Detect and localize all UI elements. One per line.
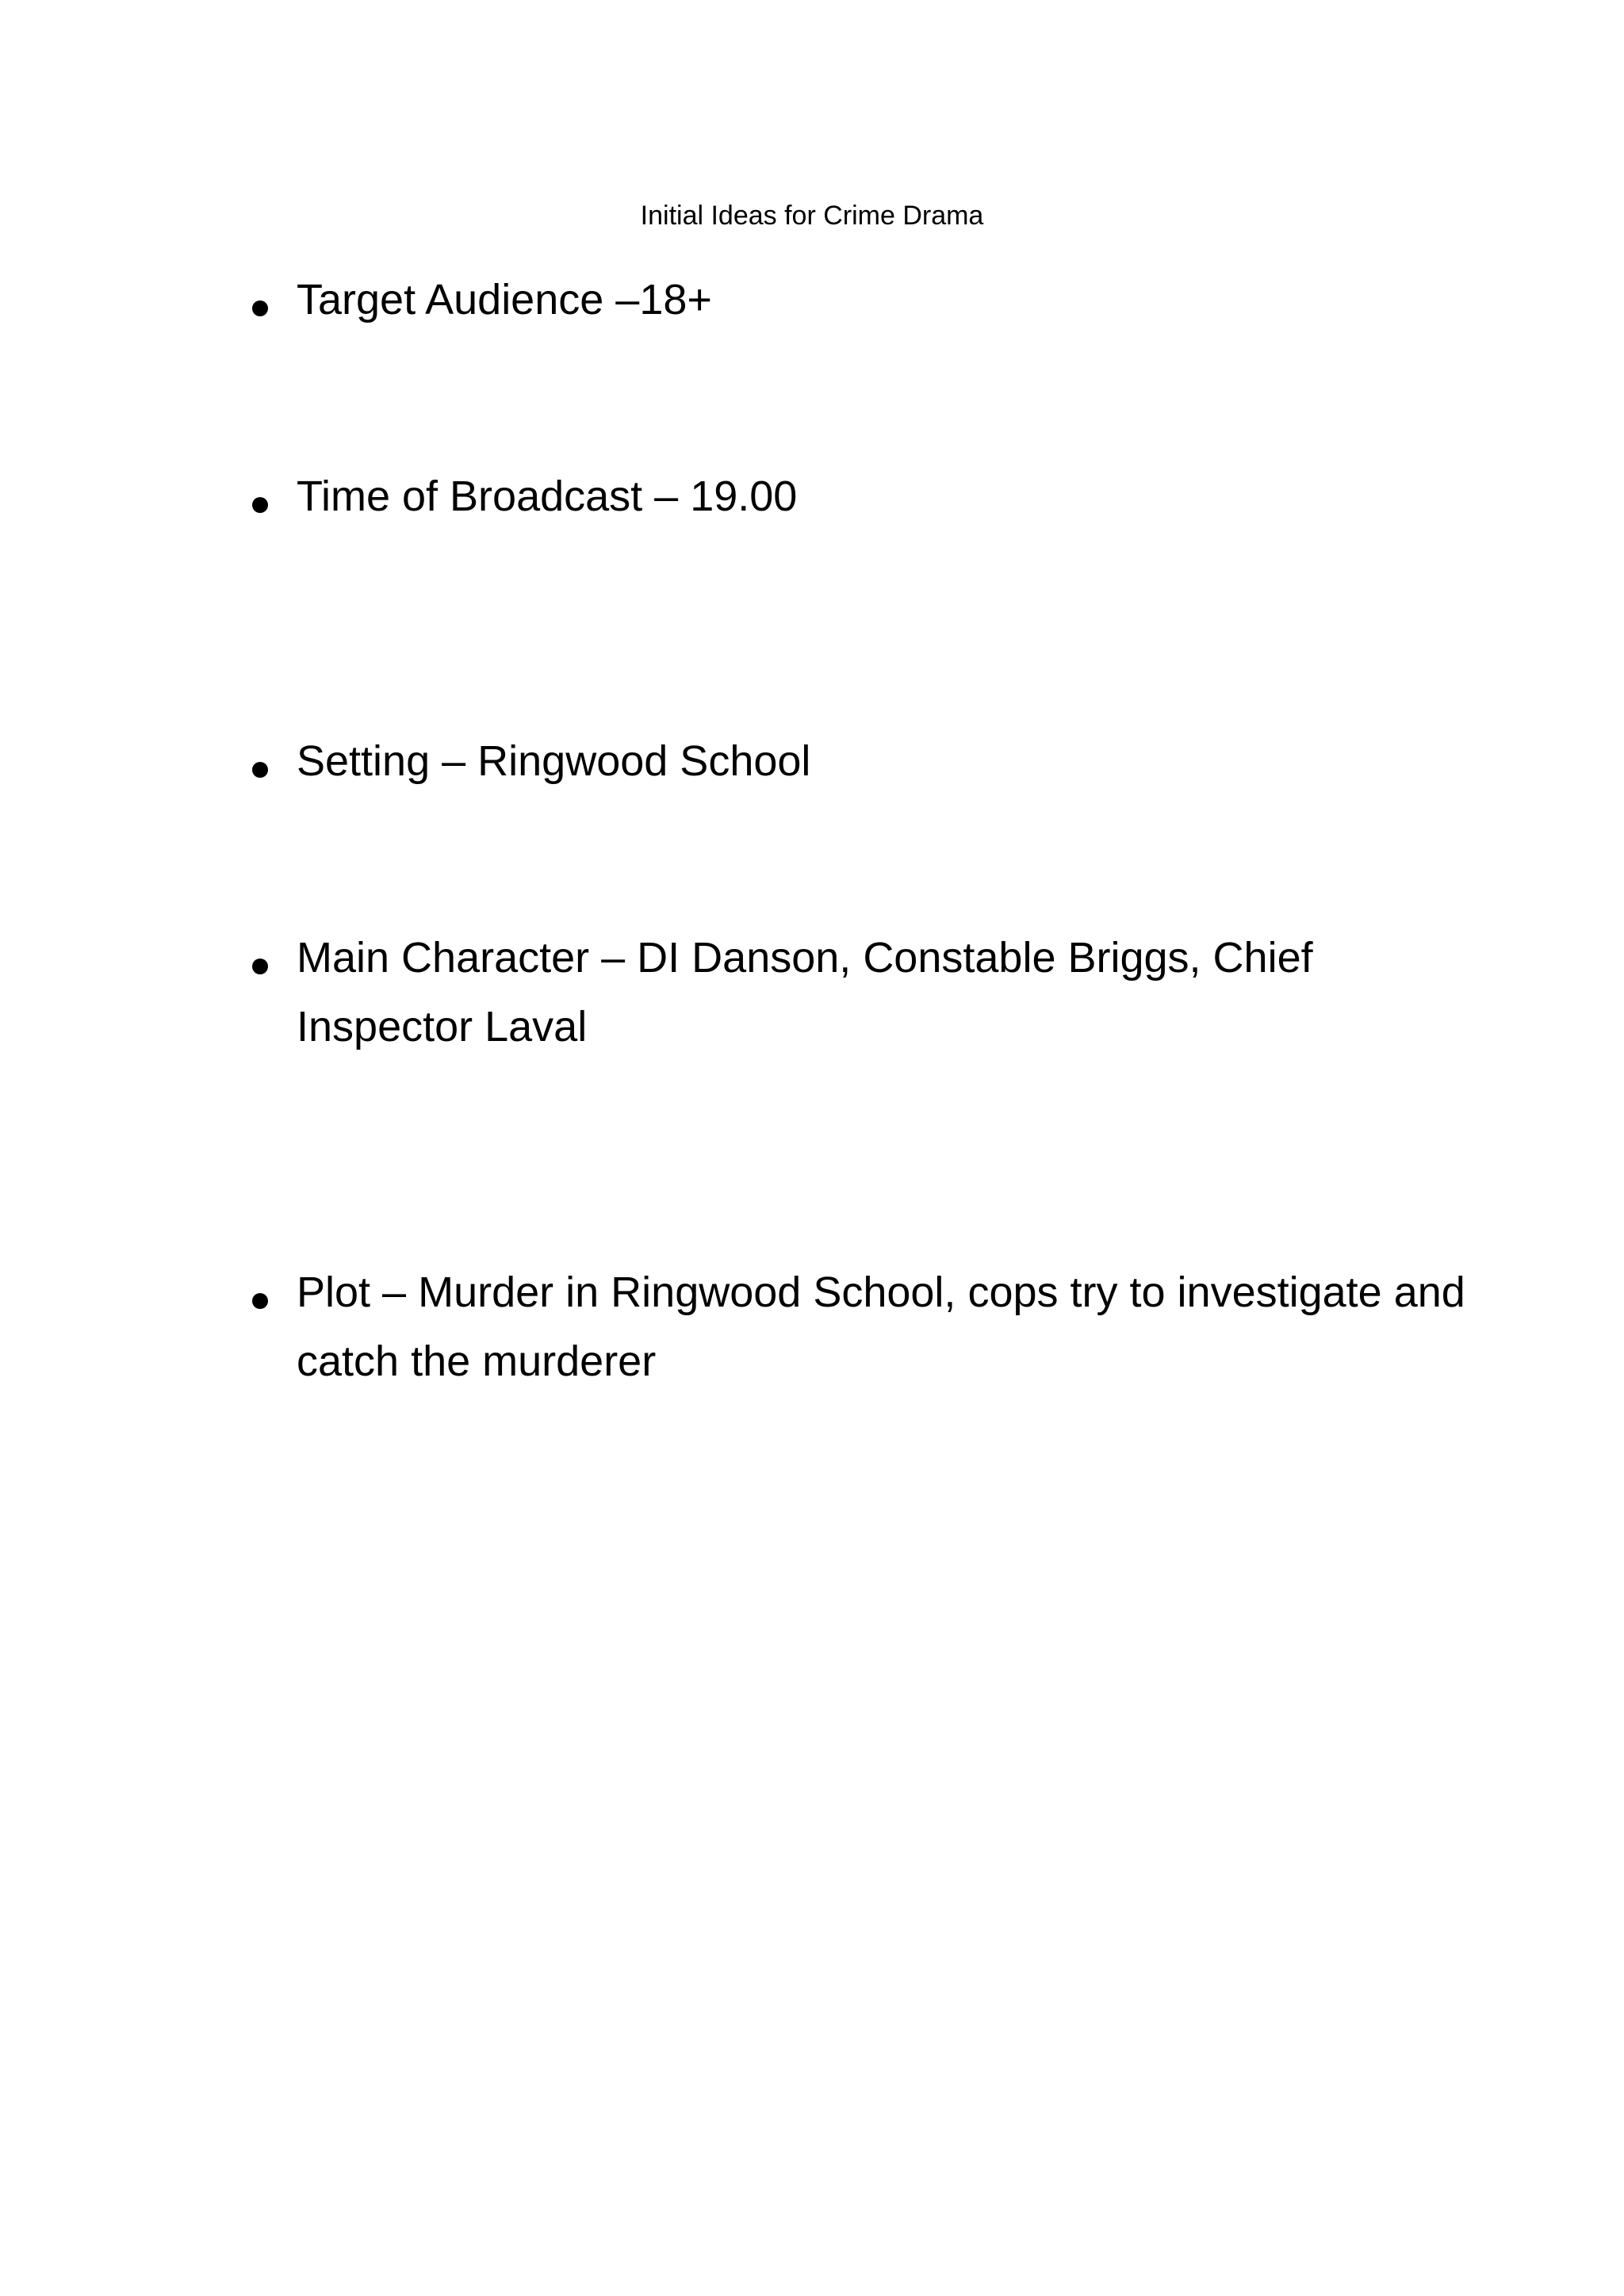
bullet-text: Setting – Ringwood School (297, 737, 811, 785)
bullet-icon (252, 1293, 268, 1309)
bullet-icon (252, 300, 268, 316)
bullet-icon (252, 959, 268, 974)
bullet-text: Target Audience –18+ (297, 276, 712, 323)
bullet-text: Main Character – DI Danson, Constable Briggs, Chief Inspector Laval (297, 934, 1313, 1050)
bullet-icon (252, 762, 268, 778)
bullet-text: Plot – Murder in Ringwood School, cops try to investigate and catch the murderer (297, 1269, 1465, 1385)
bullet-text: Time of Broadcast – 19.00 (297, 473, 798, 520)
document-title: Initial Ideas for Crime Drama (640, 201, 984, 231)
bullet-icon (252, 497, 268, 513)
